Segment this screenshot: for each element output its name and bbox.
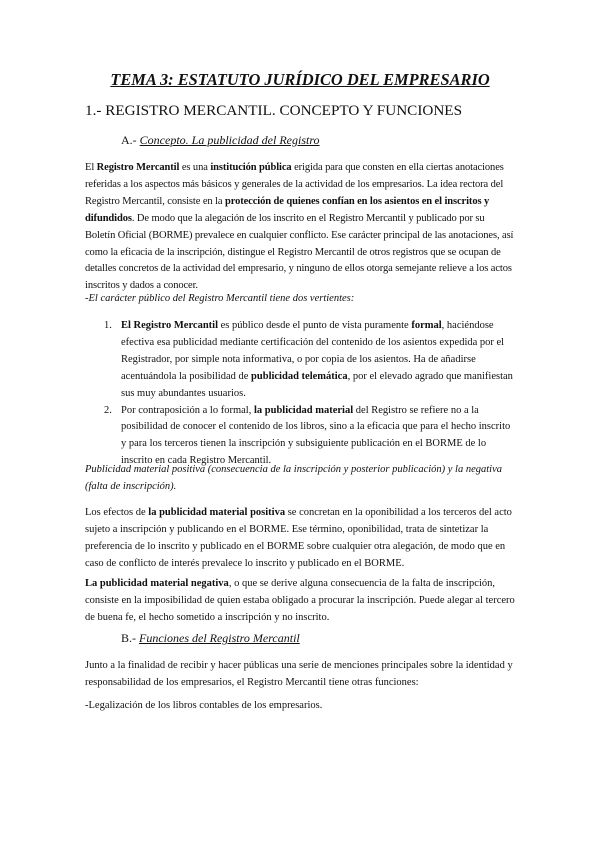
- text-run: , haciéndose efectiva esa publicidad mediante certificación del contenido de los asientos expedida por el Registrador, por simple nota informativa, o por copia de los asientos. Ha de añadirse acentuándola la posibilidad de: [121, 320, 505, 382]
- publicity-list: [85, 318, 515, 470]
- text-run: es una: [179, 162, 211, 173]
- text-run: , por el elevado agrado que manifiestan sus muy abundantes usuarios.: [121, 370, 513, 399]
- bold-run: El Registro Mercantil: [121, 320, 219, 331]
- subheading-title: Funciones del Registro Mercantil: [139, 631, 300, 645]
- paragraph-two-aspects: -El carácter público del Registro Mercantil tiene dos vertientes:: [85, 293, 355, 304]
- bold-run: La publicidad material negativa: [85, 578, 229, 589]
- bold-run: publicidad telemática: [251, 370, 348, 382]
- list-item: [85, 403, 515, 471]
- subheading-funciones: [121, 631, 300, 646]
- list-number: 2.: [104, 404, 112, 416]
- text-run: del Registro se refiere no a la posibilidad de conocer el contenido de los libros, sino a la eficacia que para el hecho inscrito y para los terceros tienen la inscripción y subsiguiente publicación en el BORME de lo inscrito en cada Registro Mercantil.: [121, 404, 511, 467]
- text-run: El: [85, 162, 97, 173]
- list-item: [85, 318, 515, 403]
- text-run: , o que se derive alguna consecuencia de la falta de inscripción, consiste en la imposibilidad de quien estaba obligado a procurar la inscripción. Puede alegar al tercero de buena fe, el hecho sometido a inscripción y no inscrito.: [85, 578, 515, 623]
- bold-run: Registro Mercantil: [96, 162, 180, 173]
- bold-run: protección de quienes confían en los asientos en el inscritos y difundidos: [85, 195, 490, 224]
- text-run: . De modo que la alegación de los inscrito en el Registro Mercantil y publicado por su Boletín Oficial (BORME) prevalece en cualquier conflicto. Ese carácter principal de las anotaciones, así como la eficacia de la inscripción, distingue el Registro Mercantil de otros registros que se ocupan de detalles concretos de la actividad del empresario, y ninguno de ellos otorga semejante relieve a los actos inscritos y dados a conocer.: [85, 212, 514, 292]
- text-run: es público desde el punto de vista puramente: [218, 320, 412, 331]
- subheading-prefix: A.-: [121, 133, 140, 147]
- paragraph-material-types: Publicidad material positiva (consecuencia de la inscripción y posterior publicación) y la negativa (falta de inscripción).: [85, 464, 502, 492]
- list-number: 1.: [104, 320, 112, 331]
- text-run: se concretan en la oponibilidad a los terceros del acto sujeto a inscripción y publicando en el BORME. Ese término, oponibilidad, trata de sintetizar la preferencia de lo inscrito y publicado en el BORME sobre cualquier otra alegación, de modo que en caso de conflicto de interés prevalece lo inscrito y publicado en el BORME.: [85, 507, 512, 569]
- subheading-prefix: B.-: [121, 631, 139, 645]
- paragraph-funciones-intro: Junto a la finalidad de recibir y hacer públicas una serie de menciones principales sobre la identidad y responsabilidad de los empresarios, el Registro Mercantil tiene otras funciones:: [85, 660, 513, 688]
- subheading-title: Concepto. La publicidad del Registro: [139, 133, 320, 147]
- section-heading-registro-mercantil: 1.- REGISTRO MERCANTIL. CONCEPTO Y FUNCIONES: [85, 102, 463, 119]
- text-run: Los efectos de: [85, 507, 149, 518]
- paragraph-legalizacion: -Legalización de los libros contables de los empresarios.: [85, 700, 323, 711]
- bold-run: formal: [411, 320, 442, 331]
- document-title: TEMA 3: ESTATUTO JURÍDICO DEL EMPRESARIO: [110, 70, 490, 89]
- paragraph-registro-definition: [85, 160, 515, 295]
- text-run: Por contraposición a lo formal,: [121, 404, 254, 416]
- bold-run: institución pública: [210, 162, 292, 173]
- subheading-concepto: [121, 133, 320, 148]
- paragraph-negative-publicity: [85, 576, 515, 627]
- bold-run: la publicidad material positiva: [148, 507, 286, 518]
- bold-run: la publicidad material: [253, 404, 354, 416]
- paragraph-positive-publicity: [85, 505, 515, 573]
- text-run: erigida para que consten en ella ciertas anotaciones referidas a los aspectos más básicos y generales de la actividad de los empresarios. La idea rectora del Registro Mercantil, consiste en la: [85, 162, 504, 207]
